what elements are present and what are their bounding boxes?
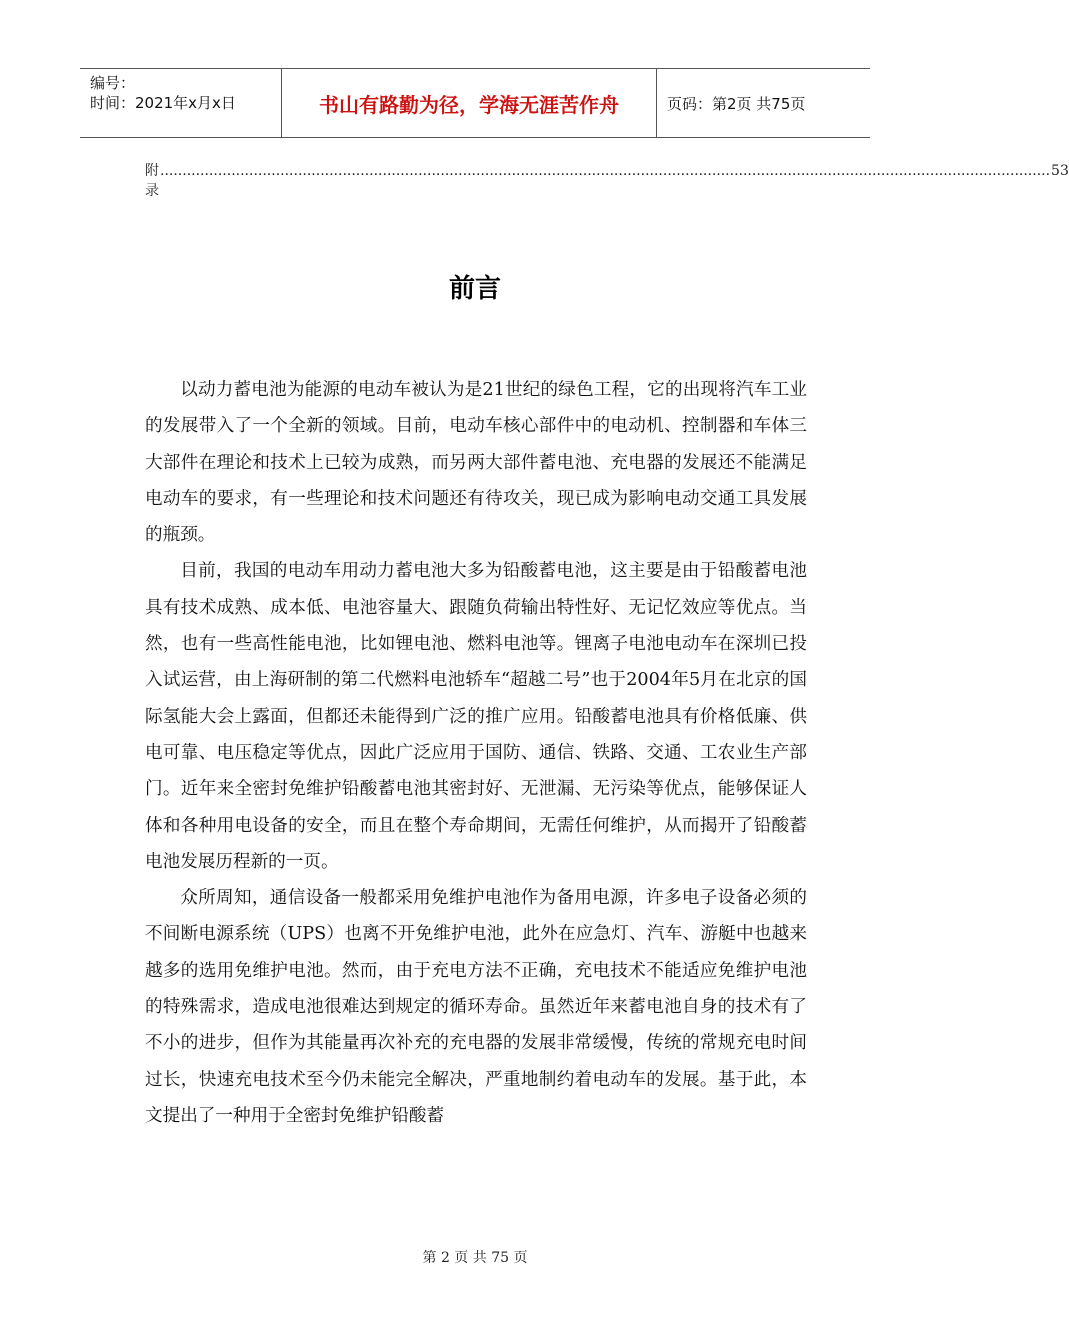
header-meta xyxy=(80,69,282,137)
paragraph: 众所周知，通信设备一般都采用免维护电池作为备用电源，许多电子设备必须的不间断电源系统（UPS）也离不开免维护电池，此外在应急灯、汽车、游艇中也越来越多的选用免维护电池。然而，由于充电方法不正确，充电技术不能适应免维护电池的特殊需求，造成电池很难达到规定的循环寿命。虽然近年来蓄电池自身的技术有了不小的进步，但作为其能量再次补充的充电器的发展非常缓慢，传统的常规充电时间过长，快速充电技术至今仍未能完全解决，严重地制约着电动车的发展。基于此，本文提出了一种用于全密封免维护铅酸蓄 xyxy=(145,888,807,1126)
toc-entry-page: 53 xyxy=(1051,163,1069,179)
toc-entry xyxy=(145,160,1069,200)
paragraph: 以动力蓄电池为能源的电动车被认为是21世纪的绿色工程，它的出现将汽车工业的发展带入了一个全新的领域。目前，电动车核心部件中的电动机、控制器和车体三大部件在理论和技术上已较为成熟，而另两大部件蓄电池、充电器的发展还不能满足电动车的要求，有一些理论和技术问题还有待攻关，现已成为影响电动交通工具发展的瓶颈。 xyxy=(145,380,807,546)
header-time-label: 时间：2021年x月x日 xyxy=(90,94,236,112)
toc-entry-label: 附录 xyxy=(145,163,159,199)
page-title: 前言 xyxy=(448,274,501,304)
header-number-label: 编号： xyxy=(90,74,136,92)
header-motto: 书山有路勤为径，学海无涯苦作舟 xyxy=(282,69,657,137)
page-footer: 第 2 页 共 75 页 xyxy=(422,1250,528,1266)
toc-leader-dots: ........................................................................................................................................................................................................ xyxy=(160,163,1051,179)
page-header xyxy=(80,68,870,138)
body-text xyxy=(145,372,807,1134)
paragraph: 目前，我国的电动车用动力蓄电池大多为铅酸蓄电池，这主要是由于铅酸蓄电池具有技术成熟、成本低、电池容量大、跟随负荷输出特性好、无记忆效应等优点。当然，也有一些高性能电池，比如锂电池、燃料电池等。锂离子电池电动车在深圳已投入试运营，由上海研制的第二代燃料电池轿车“超越二号”也于2004年5月在北京的国际氢能大会上露面，但都还未能得到广泛的推广应用。铅酸蓄电池具有价格低廉、供电可靠、电压稳定等优点，因此广泛应用于国防、通信、铁路、交通、工农业生产部门。近年来全密封免维护铅酸蓄电池其密封好、无泄漏、无污染等优点，能够保证人体和各种用电设备的安全，而且在整个寿命期间，无需任何维护，从而揭开了铅酸蓄电池发展历程新的一页。 xyxy=(145,561,807,872)
header-page-info: 页码：第2页 共75页 xyxy=(667,94,806,113)
